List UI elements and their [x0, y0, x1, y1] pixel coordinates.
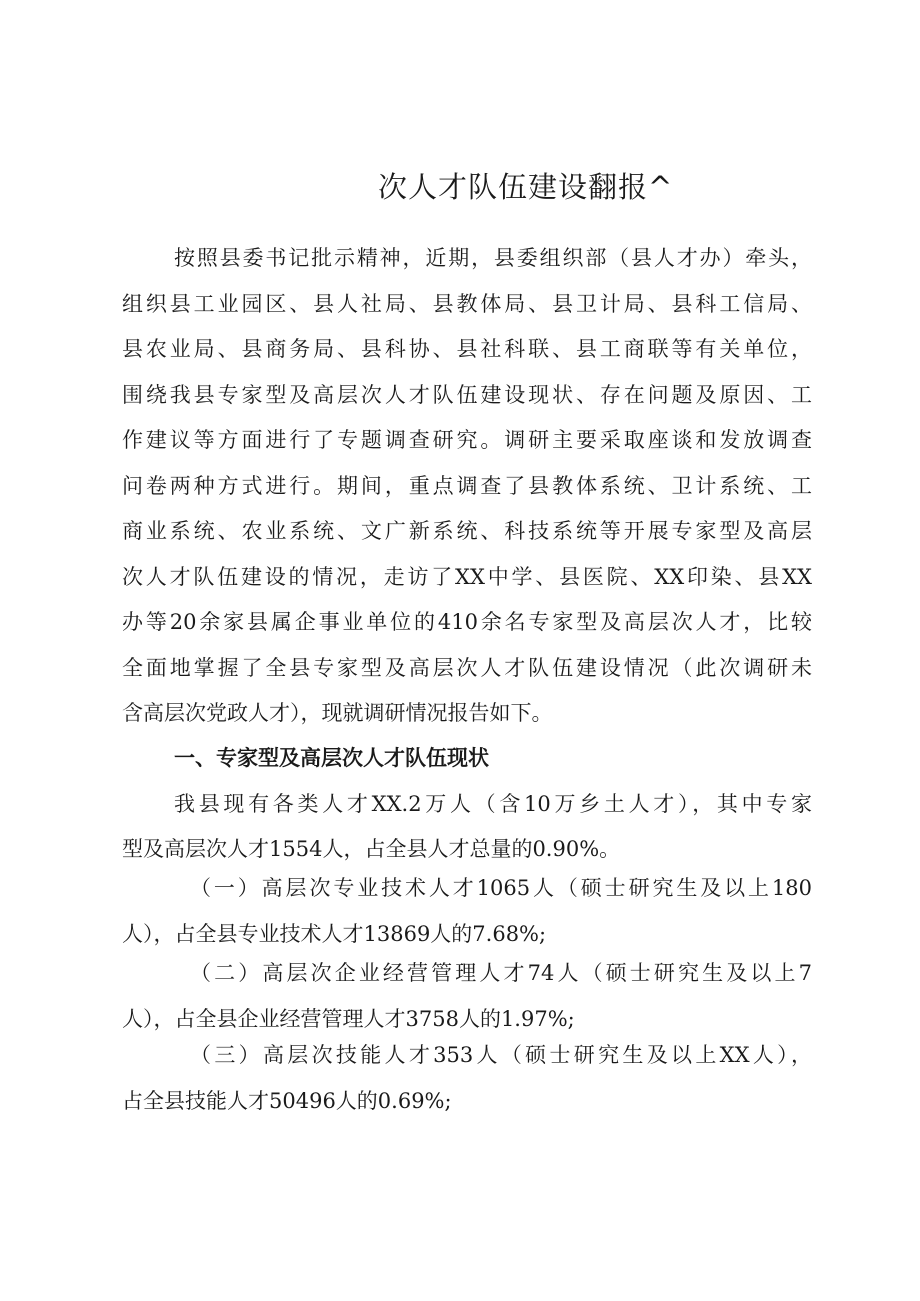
text-line: 办等20余家县属企事业单位的410余名专家型及高层次人才，比较: [122, 610, 812, 634]
text-line: 全面地掌握了全县专家型及高层次人才队伍建设情况（此次调研未: [122, 655, 812, 680]
item-2: [122, 951, 812, 1042]
text-line: 围绕我县专家型及高层次人才队伍建设现状、存在问题及原因、工: [122, 382, 812, 407]
text-line: 我县现有各类人才XX.2万人（含10万乡土人才），其中专家: [174, 791, 812, 816]
text-line: 占全县技能人才50496人的0.69%;: [122, 1088, 452, 1113]
section-heading: 一、专家型及高层次人才队伍现状: [174, 746, 489, 770]
text-line: 县农业局、县商务局、县科协、县社科联、县工商联等有关单位，: [122, 337, 812, 361]
item-1: [122, 866, 812, 957]
text-line: 作建议等方面进行了专题调查研究。调研主要采取座谈和发放调查: [122, 428, 812, 452]
document-title: 次人才队伍建设翻报^: [378, 170, 674, 204]
item-3: [122, 1033, 812, 1124]
text-line: 型及高层次人才1554人，占全县人才总量的0.90%。: [122, 837, 621, 861]
text-line: 商业系统、农业系统、文广新系统、科技系统等开展专家型及高层: [122, 519, 812, 543]
text-line: （二）高层次企业经营管理人才74人（硕士研究生及以上7: [190, 961, 812, 985]
text-line: 次人才队伍建设的情况，走访了XX中学、县医院、XX印染、县XX: [122, 564, 812, 589]
text-line: 问卷两种方式进行。期间，重点调查了县教体系统、卫计系统、工: [122, 473, 812, 498]
text-line: 按照县委书记批示精神，近期，县委组织部（县人才办）牵头，: [174, 246, 812, 270]
text-line: （一）高层次专业技术人才1065人（硕士研究生及以上180: [190, 876, 812, 900]
section-1: [122, 736, 812, 873]
intro-paragraph: [122, 236, 812, 737]
text-line: （三）高层次技能人才353人（硕士研究生及以上XX人），: [190, 1043, 812, 1067]
text-line: 人），占全县专业技术人才13869人的7.68%;: [122, 921, 547, 946]
text-line: 含高层次党政人才），现就调研情况报告如下。: [122, 701, 553, 725]
text-line: 组织县工业园区、县人社局、县教体局、县卫计局、县科工信局、: [122, 291, 812, 316]
text-line: 人），占全县企业经营管理人才3758人的1.97%;: [122, 1006, 575, 1031]
